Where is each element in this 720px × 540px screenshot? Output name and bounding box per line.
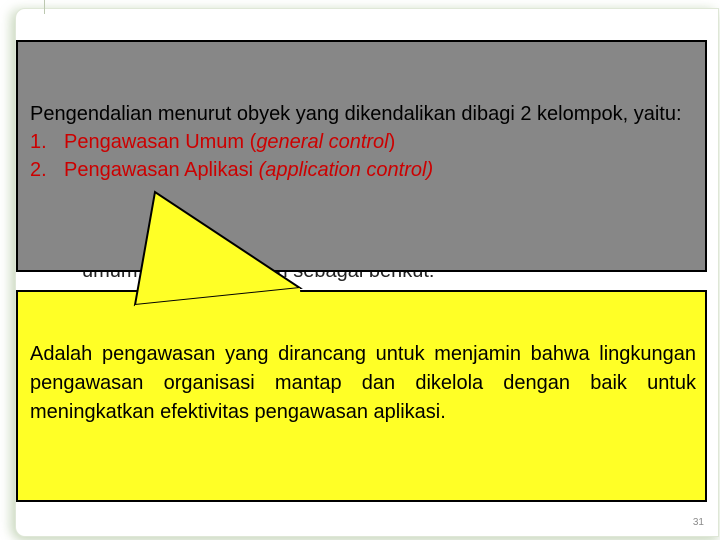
list-number: 1. (30, 131, 47, 153)
list-number: 2. (30, 159, 47, 181)
list-text: Pengawasan Aplikasi (64, 159, 259, 181)
control-type-list (30, 128, 696, 184)
gray-callout-text (30, 100, 696, 184)
list-item-general-control (30, 128, 696, 156)
list-italic-term: (application control) (258, 159, 434, 181)
definition-text: Adalah pengawasan yang dirancang untuk menjamin bahwa lingkungan pengawasan organisasi mantap dan dikelola dengan baik untuk meningkatkan efektivitas pengawasan aplikasi. (30, 343, 696, 423)
gray-callout-box (16, 40, 707, 272)
list-item-application-control (30, 156, 696, 184)
list-text: Pengawasan Umum ( (64, 131, 257, 153)
callout-intro: Pengendalian menurut obyek yang dikendalikan dibagi 2 kelompok, yaitu: (30, 103, 682, 125)
frame-corner-line (44, 0, 45, 14)
yellow-callout-box (16, 290, 707, 502)
list-italic-term: general control (256, 131, 389, 153)
list-suffix: ) (388, 131, 396, 153)
page-number: 31 (692, 517, 704, 528)
